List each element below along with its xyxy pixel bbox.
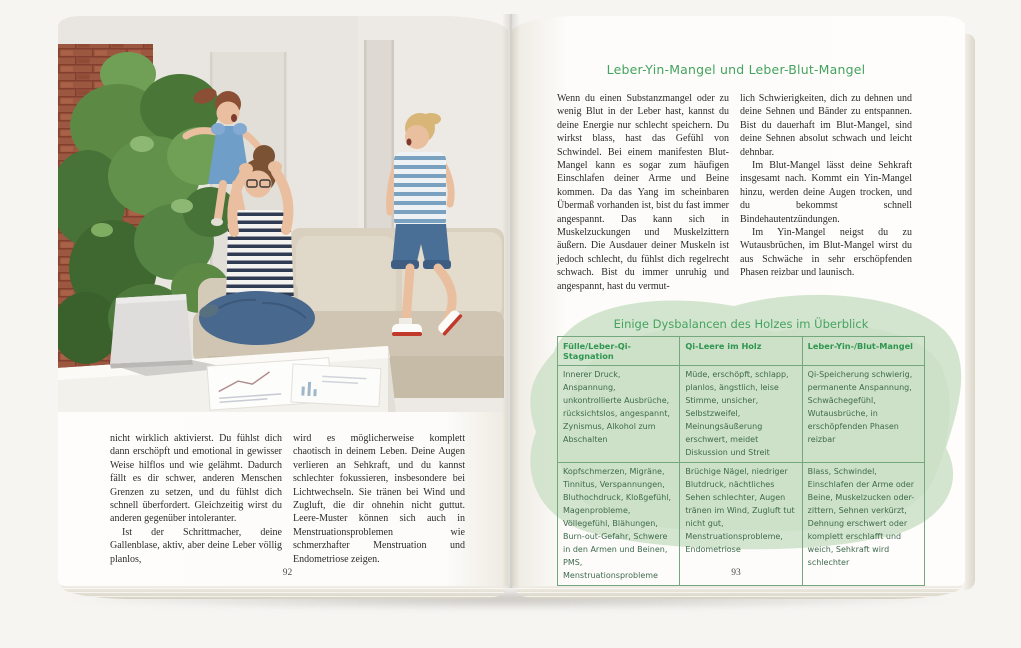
page-edge-stack-right: [516, 584, 962, 599]
table-cell: Qi-Speicherung schwierig, permanente Anspannung, Schwächegefühl, Wutausbrüche, in erschöpfenden Phasen reizbar: [802, 366, 924, 463]
page-number-left: 92: [282, 568, 293, 578]
table-header-cell: Fülle/Leber-Qi-Stagnation: [558, 337, 680, 366]
table-header-cell: Leber-Yin-/Blut-Mangel: [802, 337, 924, 366]
table-cell: Blass, Schwindel, Einschlafen der Arme oder Beine, Muskelzucken oder- zittern, Sehnen verkürzt, Dehnung erschwert oder komplett erschlafft und weich, Sehkraft wird schlechter: [802, 463, 924, 586]
right-column-1: [557, 92, 729, 293]
family-photo: [58, 16, 504, 412]
paragraph: Ist der Schrittmacher, deine Gallenblase, aktiv, aber deine Leber völlig planlos,: [110, 526, 282, 565]
page-number-right: 93: [731, 568, 741, 578]
paragraph: lich Schwierigkeiten, dich zu dehnen und deine Sehnen und Bänder zu entspannen. Bist du dauerhaft im Blut-Mangel, sind deine Sehnen absolut schwach und leicht dehnbar.: [740, 93, 912, 158]
dysbalance-table: [557, 336, 925, 586]
right-text-columns: [557, 92, 912, 293]
table-header-cell: Qi-Leere im Holz: [680, 337, 802, 366]
book-spine: [502, 14, 520, 588]
right-page: [512, 16, 965, 586]
paragraph: nicht wirklich aktivierst. Du fühlst dich dann erschöpft und emotional in gewisser Weise hilflos und wie gelähmt. Dadurch fällt es dir schwer, anderen Menschen Grenzen zu setzen, und du fühlst dich schnell überfordert. Gleichzeitig wirst du anderen gegenüber intoleranter.: [110, 433, 282, 525]
table-cell: Müde, erschöpft, schlapp, planlos, ängstlich, leise Stimme, unsicher, Selbstzweifel, Meinungsäußerung erschwert, meidet Diskussion und Streit: [680, 366, 802, 463]
table-cell: Innerer Druck, Anspannung, unkontrollierte Ausbrüche, rücksichtslos, angespannt, Zynismus, Alkohol zum Abschalten: [558, 366, 680, 463]
table-cell: Brüchige Nägel, niedriger Blutdruck, nächtliches Sehen schlechter, Augen tränen im Wind, Zugluft tut nicht gut, Menstruationsprobleme, Endometriose: [680, 463, 802, 586]
left-text-columns: [110, 432, 465, 566]
table-title: Einige Dysbalancen des Holzes im Überblick: [613, 317, 869, 331]
paragraph: Wenn du einen Substanzmangel oder zu wenig Blut in der Leber hast, kannst du deine Energie nur schlecht speichern. Du wirkst blass, hast das Gefühl von Schwindel. Bei einem manifesten Blut-Mangel kann es sogar zum häufigen Einschlafen deiner Arme und Beine kommen. Da das Yang im scheinbaren Übermaß vorhanden ist, bist du fast immer angespannt. Das kann sich in Muskelzuckungen und Muskelzittern äußern. Die Ausdauer deiner Muskeln ist jedoch schlecht, du fühlst dich regelrecht schwach. Bist du immer unruhig und angespannt, hast du vermut-: [557, 93, 729, 292]
paragraph: Im Blut-Mangel lässt deine Sehkraft insgesamt nach. Kommt ein Yin-Mangel hinzu, werden deine Augen trocken, und du bekommst schnell Bindehautentzündungen.: [740, 160, 912, 225]
paragraph: Im Yin-Mangel neigst du zu Wutausbrüchen, im Blut-Mangel wirst du aus Schwäche in sehr erschöpfenden Phasen reizbar und launisch.: [740, 227, 912, 279]
left-page: [58, 16, 508, 586]
left-column-1: [110, 432, 282, 566]
page-edge-stack-left: [61, 584, 505, 599]
table-cell: Kopfschmerzen, Migräne, Tinnitus, Verspannungen, Bluthochdruck, Kloßgefühl, Magenprobleme, Völlegefühl, Blähungen, Burn-out-Gefahr, Schwere in den Armen und Beinen, PMS, Menstruationsprobleme: [558, 463, 680, 586]
table-header-row: [558, 337, 925, 366]
right-column-2: [740, 92, 912, 293]
table-row: [558, 366, 925, 463]
paragraph: wird es möglicherweise komplett chaotisch in deinem Leben. Deine Augen verlieren an Sehkraft, und du kannst schlechter fokussieren, insbesondere bei Lichtwechseln. Sie tränen bei Wind und Zugluft, die dir ohnehin nicht guttut. Leere-Muster können sich auch in Menstruationsproblemen wie schmerzhafter Menstruation und Endometriose zeigen.: [293, 433, 465, 565]
left-column-2: [293, 432, 465, 566]
section-heading: Leber-Yin-Mangel und Leber-Blut-Mangel: [606, 62, 866, 77]
